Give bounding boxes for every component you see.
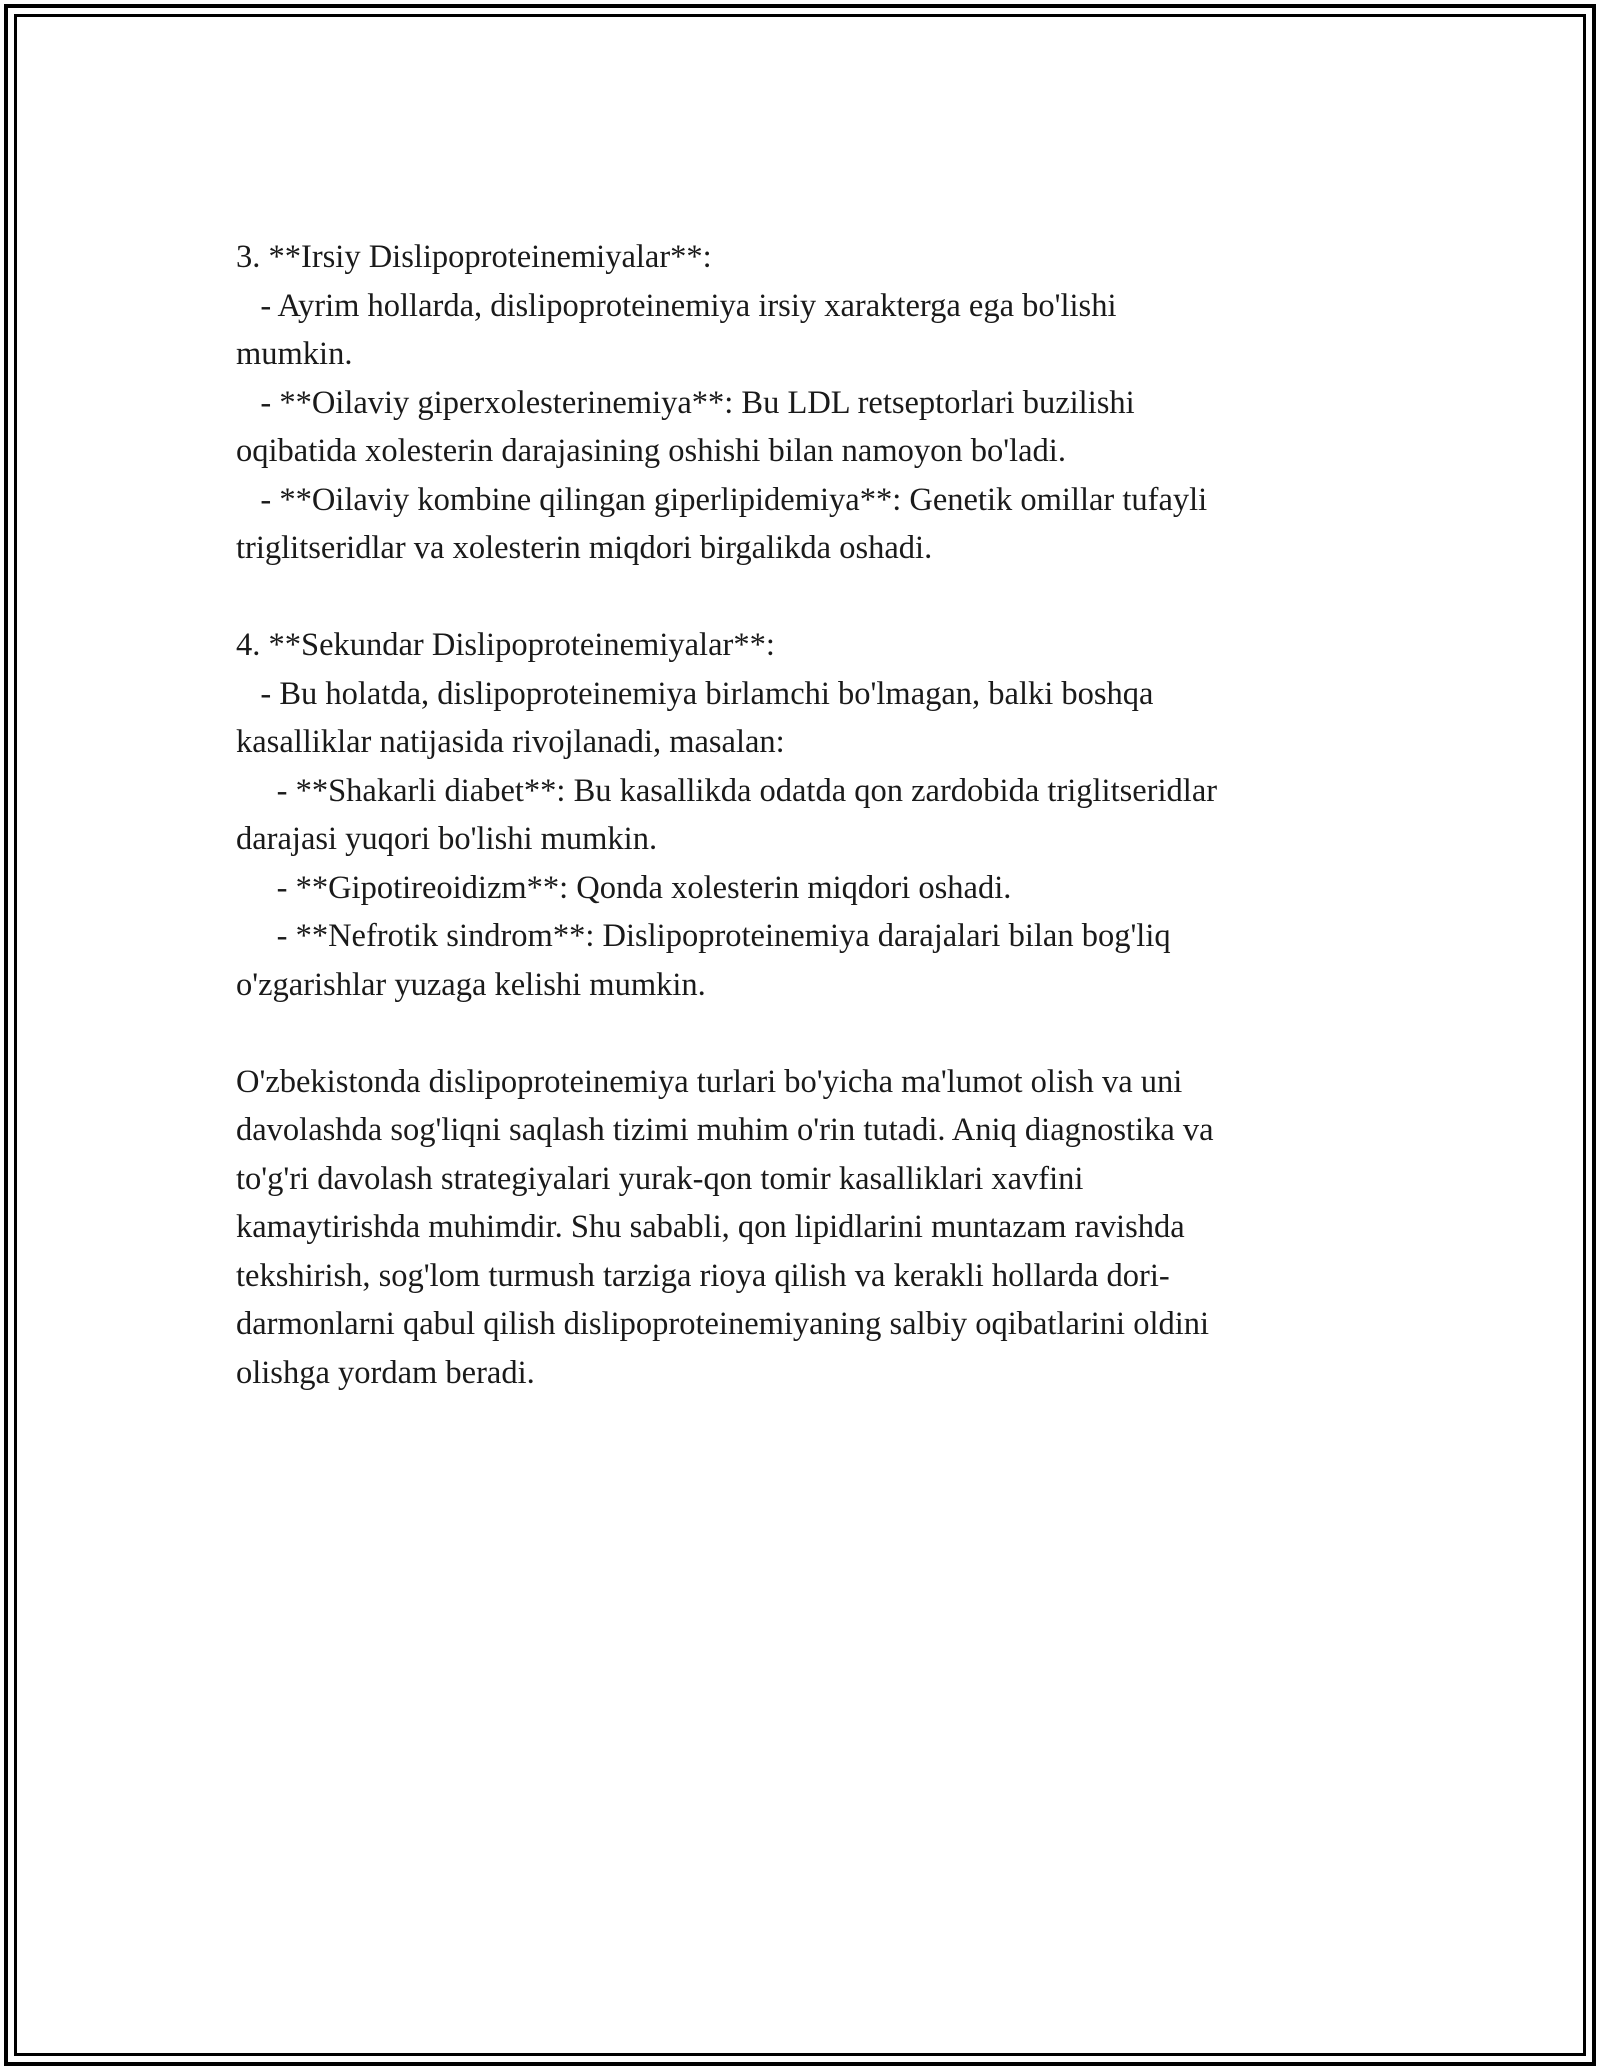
section-4-sub-1-line-1: - **Shakarli diabet**: Bu kasallikda odatda qon zardobida triglitseridlar bbox=[236, 772, 1218, 809]
section-4-intro-line-1: - Bu holatda, dislipoproteinemiya birlamchi bo'lmagan, balki boshqa bbox=[236, 675, 1154, 712]
paragraph-spacer bbox=[236, 1009, 1366, 1058]
section-3-item-2-line-1: - **Oilaviy giperxolesterinemiya**: Bu LDL retseptorlari buzilishi bbox=[236, 384, 1135, 421]
conclusion-line-3: to'g'ri davolash strategiyalari yurak-qon tomir kasalliklari xavfini bbox=[236, 1160, 1084, 1197]
section-3-item-1-line-1: - Ayrim hollarda, dislipoproteinemiya irsiy xarakterga ega bo'lishi bbox=[236, 287, 1117, 324]
section-3-item-2-line-2: oqibatida xolesterin darajasining oshishi bilan namoyon bo'ladi. bbox=[236, 433, 1066, 469]
conclusion-line-6: darmonlarni qabul qilish dislipoproteinemiyaning salbiy oqibatlarini oldini bbox=[236, 1306, 1210, 1342]
section-4-sub-3-line-1: - **Nefrotik sindrom**: Dislipoproteinemiya darajalari bilan bog'liq bbox=[236, 918, 1171, 954]
conclusion-line-1: O'zbekistonda dislipoproteinemiya turlari bo'yicha ma'lumot olish va uni bbox=[236, 1063, 1183, 1100]
section-4-heading: 4. **Sekundar Dislipoproteinemiyalar**: bbox=[236, 627, 775, 663]
section-4-sub-3-line-2: o'zgarishlar yuzaga kelishi mumkin. bbox=[236, 966, 706, 1003]
section-3-item-1-line-2: mumkin. bbox=[236, 336, 353, 372]
section-3-item-3-line-1: - **Oilaviy kombine qilingan giperlipidemiya**: Genetik omillar tufayli bbox=[236, 481, 1208, 518]
section-3-heading: 3. **Irsiy Dislipoproteinemiyalar**: bbox=[236, 239, 712, 275]
section-3-item-3-line-2: triglitseridlar va xolesterin miqdori birgalikda oshadi. bbox=[236, 530, 933, 566]
section-4-intro-line-2: kasalliklar natijasida rivojlanadi, masalan: bbox=[236, 724, 785, 760]
document-body bbox=[236, 233, 1366, 1397]
conclusion-line-5: tekshirish, sog'lom turmush tarziga rioya qilish va kerakli hollarda dori- bbox=[236, 1257, 1170, 1294]
section-4 bbox=[236, 621, 1366, 1009]
paragraph-spacer bbox=[236, 573, 1366, 622]
section-4-sub-1-line-2: darajasi yuqori bo'lishi mumkin. bbox=[236, 821, 658, 857]
section-3 bbox=[236, 233, 1366, 573]
conclusion-paragraph bbox=[236, 1058, 1366, 1398]
conclusion-line-4: kamaytirishda muhimdir. Shu sababli, qon lipidlarini muntazam ravishda bbox=[236, 1209, 1185, 1245]
conclusion-line-7: olishga yordam beradi. bbox=[236, 1354, 535, 1391]
section-4-sub-2-line-1: - **Gipotireoidizm**: Qonda xolesterin miqdori oshadi. bbox=[236, 869, 1012, 906]
conclusion-line-2: davolashda sog'liqni saqlash tizimi muhim o'rin tutadi. Aniq diagnostika va bbox=[236, 1112, 1214, 1148]
